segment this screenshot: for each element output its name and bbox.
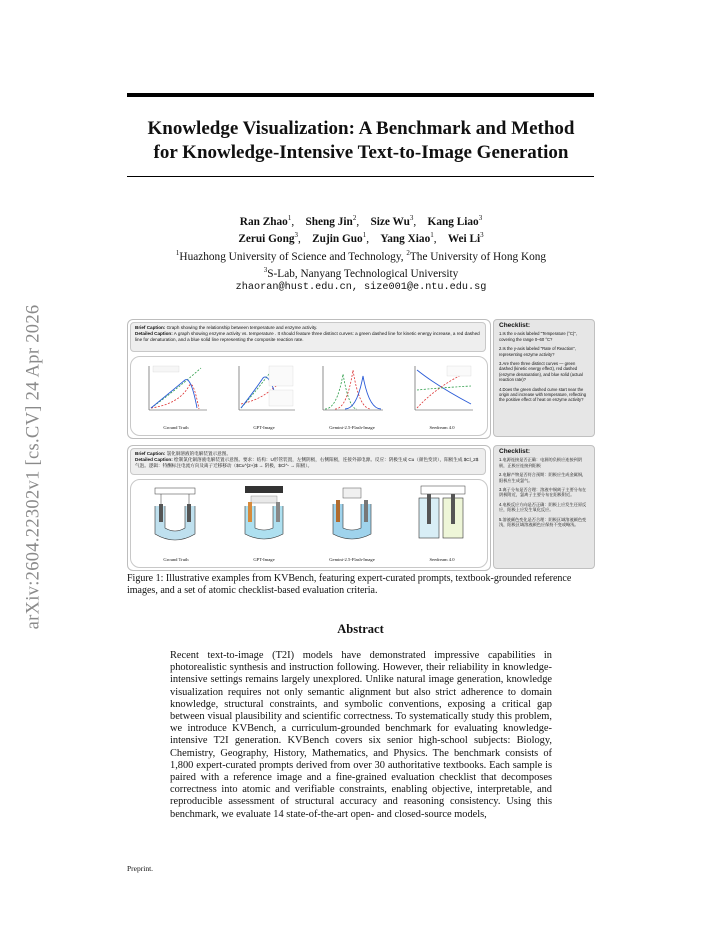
affil-mark: 1	[362, 231, 367, 240]
caption-box-electrolysis	[130, 448, 486, 475]
checklist-item: 2.Is the y-axis labeled "Rate of Reaction", representing enzyme activity?	[499, 346, 576, 357]
abstract-heading: Abstract	[337, 622, 384, 636]
affiliation-3: S-Lab, Nanyang Technological University	[267, 267, 459, 280]
checklist-item: 4.Does the green dashed curve start near the origin and increase with temperature, reflecting the positive effect of heat on enzyme activity?	[499, 386, 587, 403]
detailed-caption-label: Detailed Caption:	[135, 331, 173, 336]
label-ground-truth: Ground Truth	[163, 557, 189, 562]
label-gpt-image: GPT-Image	[253, 557, 275, 562]
author-name: Ran Zhao	[239, 215, 288, 228]
label-gpt-image: GPT-Image	[253, 425, 275, 430]
affil-mark: 3	[294, 231, 299, 240]
author-name: Wei Li	[447, 233, 481, 246]
checklist-title: Checklist:	[499, 322, 531, 329]
paper-title	[118, 117, 604, 165]
affil-mark: 3	[478, 214, 483, 222]
arxiv-sidebar	[14, 262, 54, 672]
gpt-image-electrolysis-image	[229, 484, 299, 544]
title-line-1: Knowledge Visualization: A Benchmark and Method	[147, 118, 575, 139]
affiliation-line-2: $^3$S-Lab, Nanyang Technological University	[263, 265, 459, 280]
affil-mark: 1	[430, 231, 434, 240]
label-seedream: Seedream 4.0	[429, 425, 455, 430]
label-seedream: Seedream 4.0	[429, 557, 455, 562]
author-block	[118, 212, 604, 295]
affil-mark: 2	[352, 214, 357, 222]
footer-preprint: Preprint.	[127, 864, 154, 873]
author-emails: zhaoran@hust.edu.cn, size001@e.ntu.edu.sg	[235, 282, 487, 294]
ground-truth-electrolysis-image	[141, 484, 211, 544]
label-ground-truth: Ground Truth	[163, 425, 189, 430]
checklist-item: 1.电源连接是否正确：电源的负极应连接到阴极，正极应连接到阳极	[499, 457, 583, 468]
title-rule-top	[127, 93, 594, 97]
detailed-caption-text: A graph showing enzyme activity vs. temperature . It should feature three distinct curves: a green dashed line for kinetic energy increase, a red dashed line for denaturation, and a blue solid line representing the composite reaction rate.	[135, 331, 480, 342]
author-name: Sheng Jin	[305, 215, 353, 228]
affil-mark: 3	[409, 214, 414, 222]
detailed-caption-text: 绘制氯化铜溶液电解装置示意图。要求：结构：U形管装置，左侧阴极，右侧阳极，连接外部电源。反应：阴极生成 Cu（颜色变淡），阳极生成 $Cl_2$ 气泡。逻辑：特酬标注电流方向及离子迁移移动（$Cu^{2+}$ → 阴极，$Cl^- → 阳极）。	[135, 457, 479, 468]
author-name: Size Wu	[370, 215, 410, 228]
gemini-enzyme-image	[317, 360, 387, 420]
title-line-2: for Knowledge-Intensive Text-to-Image Generation	[153, 142, 569, 163]
checklist-item: 3.Are there three distinct curves — green dashed (kinetic energy effect), red dashed (enzyme denaturation), and blue solid (actual reaction rate)?	[499, 361, 583, 383]
author-name: Yang Xiao	[380, 233, 431, 246]
affil-mark: 1	[287, 214, 292, 222]
detailed-caption-label: Detailed Caption:	[135, 457, 173, 462]
author-name: Zujin Guo	[312, 233, 363, 246]
affil-mark: 3	[480, 231, 484, 240]
seedream-electrolysis-image	[407, 484, 477, 544]
affiliation-2: The University of Hong Kong	[409, 250, 547, 263]
brief-caption-text: Graph showing the relationship between temperature and enzyme activity.	[165, 325, 318, 330]
image-row-enzyme	[130, 356, 488, 436]
author-line-1: Ran Zhao$^1$, Sheng Jin$^2$, Size Wu$^3$, Kang Liao$^3$	[239, 214, 483, 228]
checklist-enzyme	[493, 319, 595, 437]
gpt-image-enzyme-image	[229, 360, 299, 420]
checklist-item: 4.电极反应方向是否正确：阴极上应发生还原反应，阳极上应发生氧化反应。	[499, 501, 587, 513]
affiliation-1: Huazhong University of Science and Technology,	[179, 250, 407, 263]
brief-caption-label: Brief Caption:	[135, 451, 166, 456]
abstract-text: Recent text-to-image (T2I) models have demonstrated impressive capabilities in photorealistic synthesis and instruction following. However, their reliability in knowledge-intensive settings remains largely unexplored. Unlike natural image generation, knowledge visualization requires not only semantic alignment but also strict adherence to domain knowledge, structural constraints, and symbolic conventions, exposing a critical gap between visual plausibility and scientific correctness. To systematically study this problem, we introduce KVBench, a curriculum-grounded benchmark for evaluating knowledge-intensive T2I generation. KVBench covers six senior high-school subjects: Biology, Chemistry, Geography, History, Mathematics, and Physics. The benchmark consists of 1,800 expert-curated prompts derived from over 30 authoritative textbooks. Each sample is paired with a reference image and a fine-grained evaluation checklist that decomposes correctness into atomic and verifiable constraints, enabling objective, interpretable, and reproducible assessment of structural accuracy and reasoning consistency. Using this benchmark, we evaluate 14 state-of-the-art open- and closed-source models,	[170, 650, 552, 820]
brief-caption-label: Brief Caption:	[135, 325, 166, 330]
checklist-item: 5.溶液颜色变化是否合理：阴极区域溶液颜色变浅，阳极区域溶液颜色应保持不变或略浅。	[499, 516, 587, 528]
author-name: Kang Liao	[427, 215, 479, 228]
checklist-title: Checklist:	[499, 448, 531, 455]
arxiv-id: arXiv:2604.22302v1 [cs.CV] 24 Apr 2026	[23, 304, 44, 630]
gemini-electrolysis-image	[317, 484, 387, 544]
figure-1	[127, 319, 595, 571]
title-rule-bottom	[127, 176, 594, 177]
author-line-2: Zerui Gong$^3$, Zujin Guo$^1$, Yang Xiao$^1$, Wei Li$^3$	[238, 231, 484, 246]
checklist-item: 2.电解产物是否符合预期：阴极应生成金属铜，阳极应生成氯气。	[499, 472, 587, 483]
label-gemini: Gemini-2.5-Flash-Image	[329, 425, 375, 430]
affiliation-line-1: $^1$Huazhong University of Science and Technology, $^2$The University of Hong Kong	[175, 248, 547, 263]
label-gemini: Gemini-2.5-Flash-Image	[329, 557, 375, 562]
figure-caption: Figure 1: Illustrative examples from KVBench, featuring expert-curated prompts, textbook-grounded reference images, and a set of atomic checklist-based evaluation criteria.	[127, 573, 572, 596]
checklist-item: 1.Is the x-axis labeled "Temperature (°C)", covering the range 0–60 °C?	[499, 331, 577, 342]
brief-caption-text: 氯化铜溶液的电解装置示意图。	[165, 451, 231, 456]
checklist-item: 3.离子分布是否合理：溶液中铜离子主要分布在阴极附近，氯离子主要分布在阳极附近。	[499, 487, 587, 498]
author-name: Zerui Gong	[238, 233, 295, 246]
seedream-enzyme-image	[407, 360, 477, 420]
image-row-electrolysis	[130, 479, 488, 568]
caption-box-enzyme	[130, 322, 486, 352]
ground-truth-enzyme-image	[141, 360, 211, 420]
checklist-electrolysis	[493, 445, 595, 569]
